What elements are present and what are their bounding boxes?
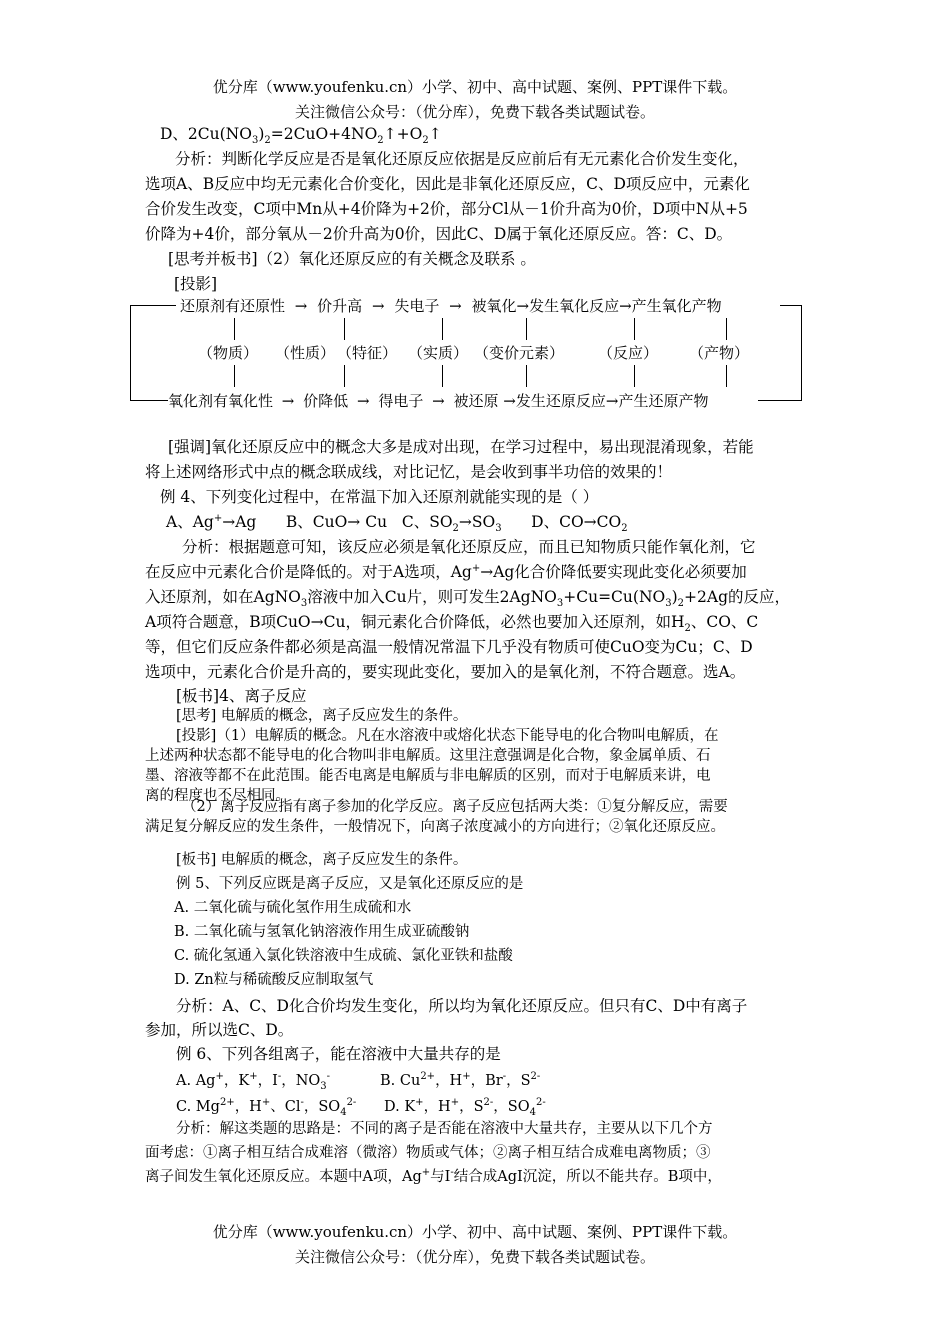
gain-electron: 得电子 (378, 392, 424, 410)
example6-analysis-3: 离子间发生氧化还原反应。本题中A项，Ag+与I-结合成AgI沉淀，所以不能共存。B项中， (145, 1167, 722, 1185)
reduction-product: 产生还原产物 (618, 392, 709, 410)
example5-option-c: C. 硫化氢通入氯化铁溶液中生成硫、氯化亚铁和盐酸 (174, 948, 513, 964)
oxidant-property: 氧化剂有氧化性 (168, 392, 274, 410)
example6-question: 例 6、下列各组离子，能在溶液中大量共存的是 (176, 1045, 501, 1063)
example5-question: 例 5、下列反应既是离子反应，又是氧化还原反应的是 (176, 876, 524, 892)
example4-analysis-5: 等，但它们反应条件都必须是高温一般情况常温下几乎没有物质可使CuO变为Cu；C、D (145, 638, 753, 656)
emphasis-line-2: 将上述网络形式中点的概念联成线，对比记忆，是会收到事半功倍的效果的！ (145, 463, 673, 481)
diagram-top-row: 还原剂有还原性 → 价升高 → 失电子 → 被氧化→发生氧化反应→产生氧化产物 (180, 297, 722, 315)
example6-analysis-2: 面考虑：①离子相互结合成难溶（微溶）物质或气体；②离子相互结合成难电离物质；③ (145, 1145, 711, 1161)
projection2-line-3: 墨、溶液等都不在此范围。能否电离是电解质与非电解质的区别，而对于电解质来讲，电 (145, 768, 711, 784)
header-line-1: 优分库（www.youfenku.cn）小学、初中、高中试题、案例、PPT课件下载。 (212, 78, 738, 96)
example5-option-a: A. 二氧化硫与硫化氢作用生成硫和水 (174, 900, 412, 916)
projection2-line-4: 离的程度也不尽相同。 (145, 788, 290, 804)
lose-electron: 失电子 (394, 297, 440, 315)
equation-d: D、$2Cu(NO_3)_2=2CuO+4NO_2↑+O_2↑$ (160, 125, 442, 147)
example4-analysis-6: 选项中，元素化合价是升高的，要实现此变化，要加入的是氧化剂，不符合题意。选A。 (145, 663, 746, 681)
oxidation-reaction: 发生氧化反应 (529, 297, 620, 315)
board-ion-reaction: [板书]4、离子反应 (176, 687, 307, 705)
example6-option-c: C. $Mg^{2+}$，H+、Cl-，$SO_4^{2-}$ (176, 1097, 357, 1118)
label-property: （性质） (275, 344, 336, 362)
projection-label: [投影] (174, 275, 218, 293)
oxidized: 被氧化 (471, 297, 517, 315)
label-product: （产物） (689, 344, 750, 362)
label-variable-element: （变价元素） (474, 344, 565, 362)
analysis1-line-2: 选项A、B反应中均无元素化合价变化，因此是非氧化还原反应，C、D项反应中，元素化 (145, 175, 750, 193)
valence-down: 价降低 (303, 392, 349, 410)
label-reaction: （反应） (598, 344, 659, 362)
emphasis-line-1: [强调]氧化还原反应中的概念大多是成对出现，在学习过程中，易出现混淆现象，若能 (168, 438, 754, 456)
example4-question: 例 4、下列变化过程中，在常温下加入还原剂就能实现的是（ ） (160, 488, 599, 506)
label-essence: （实质） (408, 344, 469, 362)
example6-analysis-1: 分析：解这类题的思路是：不同的离子是否能在溶液中大量共存，主要从以下几个方 (176, 1121, 713, 1137)
example5-option-b: B. 二氧化硫与氢氧化钠溶液作用生成亚硫酸钠 (174, 924, 470, 940)
board-electrolyte: [板书] 电解质的概念，离子反应发生的条件。 (176, 852, 468, 868)
example6-option-b: B. $Cu^{2+}$，H+，Br-，$S^{2-}$ (380, 1071, 541, 1089)
footer-line-1: 优分库（www.youfenku.cn）小学、初中、高中试题、案例、PPT课件下载。 (212, 1223, 738, 1241)
reducer-property: 还原剂有还原性 (180, 297, 286, 315)
projection2-line-5: （2）离子反应指有离子参加的化学反应。离子反应包括两大类：①复分解反应，需要 (182, 799, 728, 815)
example4-analysis-4: A项符合题意，B项CuO→Cu，铜元素化合价降低，必然也要加入还原剂，如$H_2$、CO、C (145, 613, 759, 635)
projection2-line-2: 上述两种状态都不能导电的化合物叫非电解质。这里注意强调是化合物，象金属单质、石 (145, 748, 711, 764)
footer-line-2: 关注微信公众号：（优分库），免费下载各类试题试卷。 (294, 1248, 655, 1266)
example4-analysis-2: 在反应中元素化合价是降低的。对于A选项，Ag+→Ag化合价降低要实现此变化必须要加 (145, 562, 747, 581)
think-electrolyte: [思考] 电解质的概念，离子反应发生的条件。 (176, 708, 468, 724)
diagram-bottom-row: 氧化剂有氧化性 → 价降低 → 得电子 → 被还原 →发生还原反应→产生还原产物 (168, 392, 709, 410)
analysis1-line-4: 价降为+4价，部分氧从－2价升高为0价，因此C、D属于氧化还原反应。答：C、D。 (145, 225, 733, 243)
example4-analysis-1: 分析：根据题意可知，该反应必须是氧化还原反应，而且已知物质只能作氧化剂，它 (182, 538, 756, 556)
example6-option-a: A. Ag+，K+，I-，$NO_3^-$ (176, 1071, 331, 1092)
reduction-reaction: 发生还原反应 (515, 392, 606, 410)
example4-analysis-3: 入还原剂，如在AgNO$_3$溶液中加入Cu片，则可发生$2AgNO_3+Cu=Cu(NO_3)_2+2Ag$的反应， (145, 588, 790, 610)
valence-up: 价升高 (317, 297, 363, 315)
analysis1-line-1: 分析：判断化学反应是否是氧化还原反应依据是反应前后有无元素化合价发生变化， (175, 150, 749, 168)
label-substance: （物质） (198, 344, 259, 362)
example4-options: A、Ag+→Ag B、CuO→ Cu C、$SO_2\to SO_3$ D、$CO\to CO_2$ (166, 512, 628, 535)
example5-analysis-2: 参加，所以选C、D。 (145, 1021, 294, 1039)
label-feature: （特征） (337, 344, 398, 362)
analysis1-line-3: 合价发生改变，C项中Mn从+4价降为+2价，部分Cl从－1价升高为0价，D项中N从+5 (145, 200, 748, 218)
oxidation-product: 产生氧化产物 (631, 297, 722, 315)
header-line-2: 关注微信公众号：（优分库），免费下载各类试题试卷。 (294, 103, 655, 121)
example5-option-d: D. Zn粒与稀硫酸反应制取氢气 (174, 972, 374, 988)
projection2-line-6: 满足复分解反应的发生条件，一般情况下，向离子浓度减小的方向进行；②氧化还原反应。 (145, 819, 725, 835)
example5-analysis-1: 分析：A、C、D化合价均发生变化，所以均为氧化还原反应。但只有C、D中有离子 (176, 997, 748, 1015)
projection2-line-1: [投影]（1）电解质的概念。凡在水溶液中或熔化状态下能导电的化合物叫电解质，在 (176, 728, 719, 744)
example6-option-d: D. K+，H+，$S^{2-}$，$SO_4^{2-}$ (384, 1097, 546, 1118)
think-board: [思考并板书]（2）氧化还原反应的有关概念及联系 。 (168, 250, 536, 268)
reduced: 被还原 (453, 392, 499, 410)
